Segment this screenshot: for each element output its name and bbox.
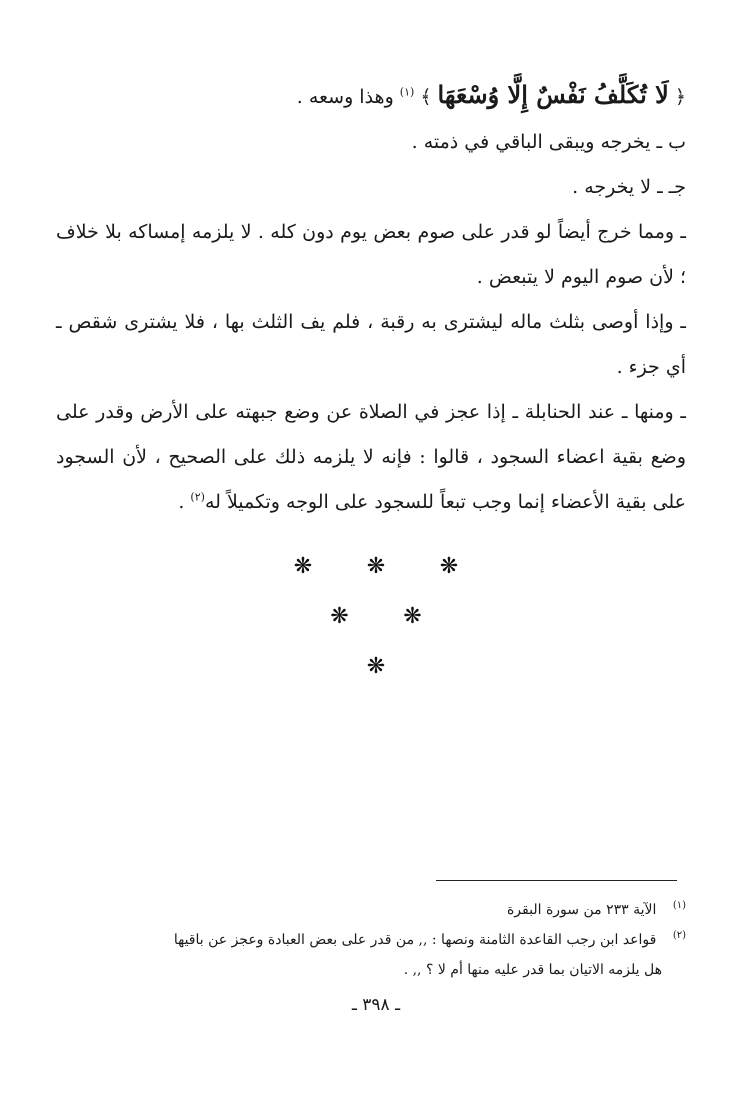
separator-row-1: [0, 554, 752, 579]
footnote-2-mark: (٢): [672, 930, 686, 942]
footnote-ref-2: (٢): [190, 490, 205, 504]
star-ornament-icon: ❋: [293, 554, 313, 579]
footnote-2-continued: هل يلزمه الاتيان بما قدر عليه منها أم لا ؟ ,, .: [403, 962, 662, 978]
paragraph-fasting: ـ ومما خرج أيضاً لو قدر على صوم بعض يوم دون كله . لا يلزمه إمساكه بلا خلاف ؛ لأن صوم اليوم لا يتبعض .: [56, 221, 686, 288]
star-ornament-icon: ❋: [330, 604, 349, 629]
star-ornament-icon: ❋: [403, 604, 422, 629]
paragraph-option-b: ب ـ يخرجه ويبقى الباقي في ذمته .: [411, 131, 686, 153]
footnote-ref-1: (١): [399, 85, 415, 99]
paragraph-option-j: جـ ـ لا يخرجه .: [572, 176, 686, 198]
main-text: [56, 72, 686, 525]
footnote-1-mark: (١): [672, 900, 686, 912]
page-number: ـ ٣٩٨ ـ: [351, 995, 401, 1015]
footnote-divider: [436, 880, 677, 881]
quran-verse: لَا تُكَلَّفُ نَفْسٌ إِلَّا وُسْعَهَا: [437, 80, 669, 109]
separator-row-3: [0, 654, 752, 679]
ornate-bracket-close: ﴾: [420, 86, 432, 108]
footnote-1: [56, 895, 686, 925]
footnote-2: [56, 925, 686, 955]
verse-follow-text: وهذا وسعه .: [296, 86, 394, 108]
footnote-1-text: الآية ٢٣٣ من سورة البقرة: [506, 902, 657, 918]
footnotes: [56, 895, 686, 985]
prostration-end: .: [178, 491, 191, 513]
star-ornament-icon: ❋: [366, 554, 386, 579]
star-ornament-icon: ❋: [366, 654, 386, 679]
paragraph-quran-verse: [56, 72, 686, 120]
separator-row-2: [0, 604, 752, 629]
paragraph-bequest: ـ وإذا أوصى بثلث ماله ليشترى به رقبة ، فلم يف الثلث بها ، فلا يشترى شقص ـ أي جزء .: [56, 311, 686, 378]
footnote-2-line1: قواعد ابن رجب القاعدة الثامنة ونصها : ,, من قدر على بعض العبادة وعجز عن باقيها: [173, 932, 657, 948]
prostration-text: ـ ومنها ـ عند الحنابلة ـ إذا عجز في الصلاة عن وضع جبهته على الأرض وقدر على وضع بقية اعضاء السجود ، قالوا : فإنه لا يلزمه ذلك على الصحيح ، لأن السجود على بقية الأعضاء إنما وجب تبعاً للسجود على الوجه وتكميلاً له: [56, 401, 686, 513]
paragraph-prostration: [56, 390, 686, 525]
star-ornament-icon: ❋: [439, 554, 459, 579]
ornate-bracket-open: ﴿: [674, 86, 686, 108]
